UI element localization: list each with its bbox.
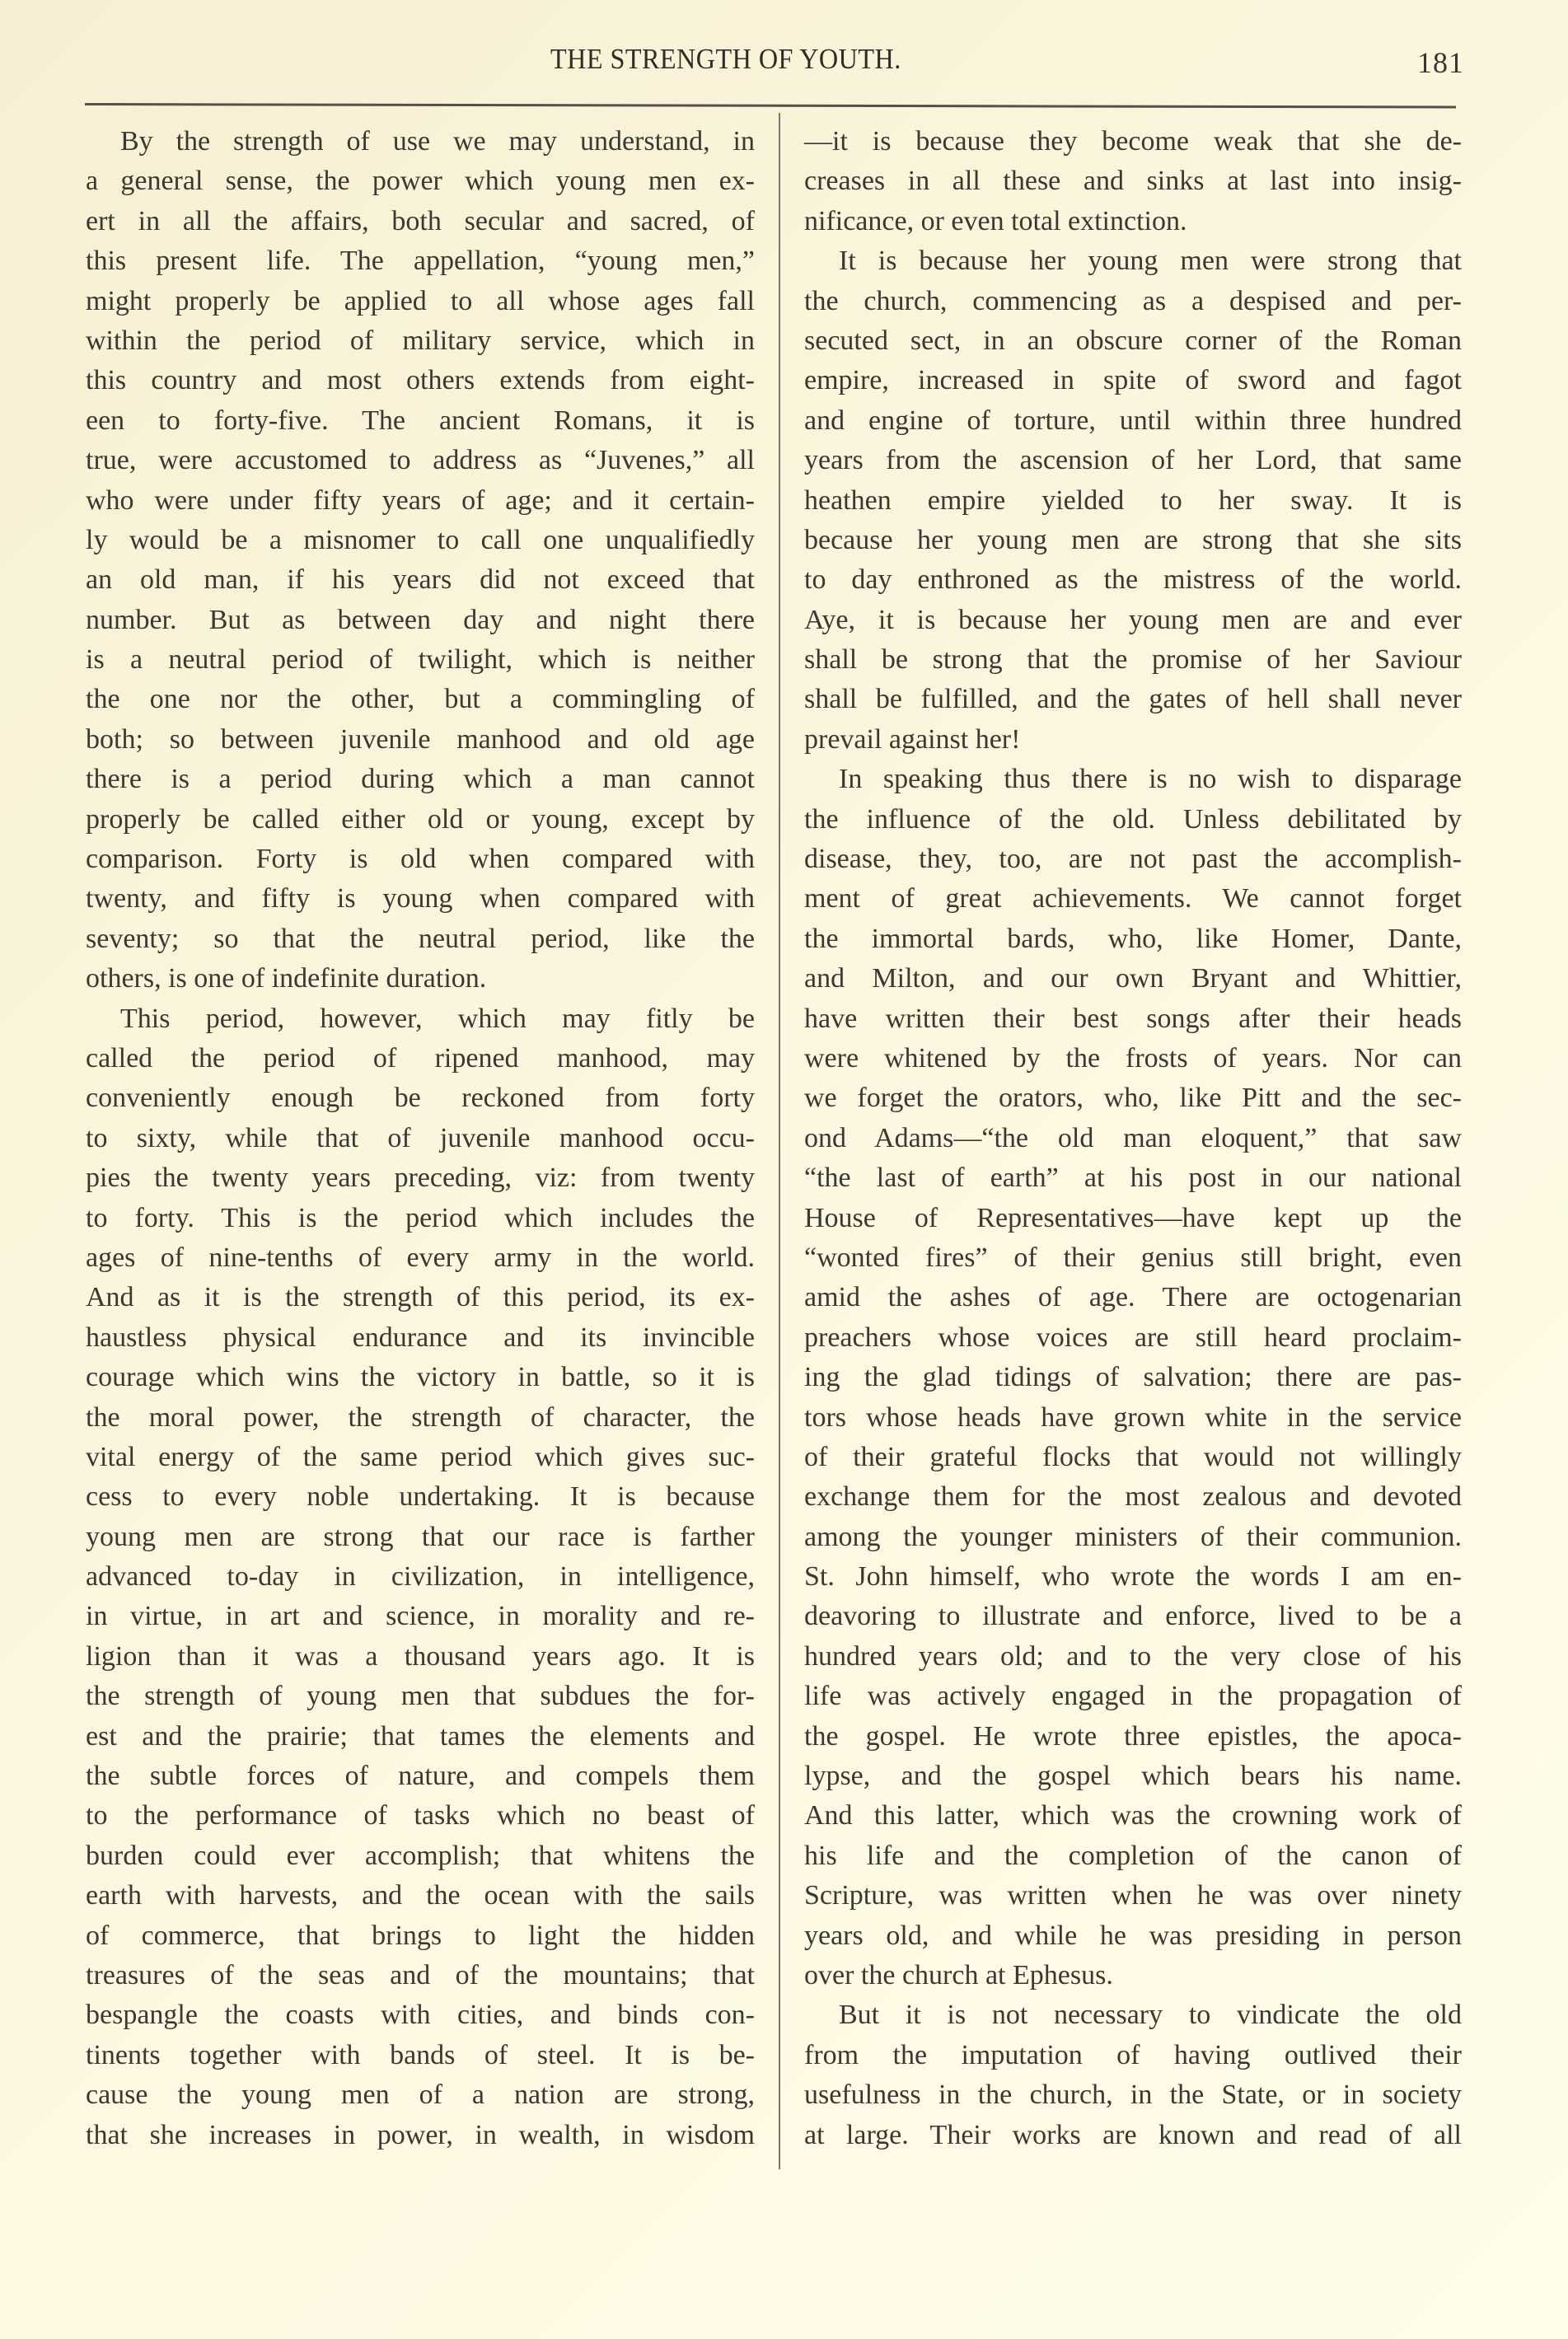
text-line: vital energy of the same period which gives suc- xyxy=(86,1441,755,1472)
text-line: empire, increased in spite of sword and fagot xyxy=(804,365,1462,396)
text-line: And as it is the strength of this period, its ex- xyxy=(86,1282,755,1313)
text-line: this country and most others extends from eight- xyxy=(86,365,755,396)
text-line: bespangle the coasts with cities, and binds con- xyxy=(86,2000,755,2031)
text-line: to sixty, while that of juvenile manhood occu- xyxy=(86,1122,755,1153)
text-line: haustless physical endurance and its invincible xyxy=(86,1322,755,1353)
text-line: est and the prairie; that tames the elements and xyxy=(86,1720,755,1752)
text-line: lypse, and the gospel which bears his name. xyxy=(804,1761,1462,1792)
text-line: of their grateful flocks that would not willingly xyxy=(804,1441,1462,1472)
text-line: within the period of military service, which in xyxy=(86,325,755,356)
text-line: were whitened by the frosts of years. Nor can xyxy=(804,1042,1462,1074)
text-line: his life and the completion of the canon of xyxy=(804,1840,1462,1871)
text-line: and engine of torture, until within three hundred xyxy=(804,405,1462,436)
header-rule xyxy=(85,103,1456,108)
text-line: years old, and while he was presiding in person xyxy=(804,1920,1462,1951)
text-line: to forty. This is the period which includes the xyxy=(86,1202,755,1233)
text-line: “the last of earth” at his post in our national xyxy=(804,1162,1462,1194)
text-line: burden could ever accomplish; that whitens the xyxy=(86,1840,755,1871)
text-line: twenty, and fifty is young when compared with xyxy=(86,883,755,915)
text-line: true, were accustomed to address as “Juvenes,” all xyxy=(86,445,755,476)
text-line: tors whose heads have grown white in the service xyxy=(804,1401,1462,1433)
text-line: to the performance of tasks which no beast of xyxy=(86,1800,755,1831)
left-column xyxy=(86,122,755,2155)
text-line: this present life. The appellation, “young men,” xyxy=(86,246,755,277)
text-line: shall be strong that the promise of her Saviour xyxy=(804,644,1462,676)
text-line: called the period of ripened manhood, may xyxy=(86,1042,755,1074)
text-line: preachers whose voices are still heard proclaim- xyxy=(804,1322,1462,1353)
text-line: at large. Their works are known and read of all xyxy=(804,2119,1462,2150)
text-line: ment of great achievements. We cannot forget xyxy=(804,883,1462,915)
text-line: House of Representatives—have kept up the xyxy=(804,1202,1462,1233)
text-line: nificance, or even total extinction. xyxy=(804,205,1187,236)
text-line: cess to every noble undertaking. It is because xyxy=(86,1481,755,1513)
text-line: in virtue, in art and science, in morality and re- xyxy=(86,1601,755,1632)
text-line: “wonted fires” of their genius still bright, even xyxy=(804,1242,1462,1273)
running-title: THE STRENGTH OF YOUTH. xyxy=(550,43,901,75)
text-line: and Milton, and our own Bryant and Whittier, xyxy=(804,963,1462,994)
text-line: the strength of young men that subdues the for- xyxy=(86,1681,755,1712)
text-line: And this latter, which was the crowning work of xyxy=(804,1800,1462,1831)
text-line: there is a period during which a man cannot xyxy=(86,764,755,795)
text-line: St. John himself, who wrote the words I am en- xyxy=(804,1561,1462,1593)
text-line: exchange them for the most zealous and devoted xyxy=(804,1481,1462,1513)
text-line: cause the young men of a nation are strong, xyxy=(86,2079,755,2111)
text-line: the one nor the other, but a commingling of xyxy=(86,684,755,715)
page-number: 181 xyxy=(1417,46,1464,79)
text-line: others, is one of indefinite duration. xyxy=(86,963,487,994)
text-line: to day enthroned as the mistress of the world. xyxy=(804,564,1462,596)
text-line: disease, they, too, are not past the accomplish- xyxy=(804,844,1462,875)
text-line: years from the ascension of her Lord, that same xyxy=(804,445,1462,476)
text-line: usefulness in the church, in the State, or in society xyxy=(804,2079,1462,2111)
text-line: It is because her young men were strong that xyxy=(839,246,1462,277)
text-line: life was actively engaged in the propagation of xyxy=(804,1681,1462,1712)
text-line: among the younger ministers of their communion. xyxy=(804,1521,1462,1552)
text-line: that she increases in power, in wealth, in wisdom xyxy=(86,2119,755,2150)
text-line: courage which wins the victory in battle, so it is xyxy=(86,1362,755,1393)
text-line: Scripture, was written when he was over ninety xyxy=(804,1880,1462,1911)
text-line: Aye, it is because her young men are and ever xyxy=(804,604,1462,635)
text-line: conveniently enough be reckoned from forty xyxy=(86,1083,755,1114)
text-line: ond Adams—“the old man eloquent,” that saw xyxy=(804,1122,1462,1153)
text-line: the church, commencing as a despised and per- xyxy=(804,285,1462,316)
text-line: comparison. Forty is old when compared with xyxy=(86,844,755,875)
text-line: the moral power, the strength of character, the xyxy=(86,1401,755,1433)
text-line: ligion than it was a thousand years ago. It is xyxy=(86,1640,755,1672)
text-line: have written their best songs after their heads xyxy=(804,1003,1462,1034)
text-line: is a neutral period of twilight, which is neither xyxy=(86,644,755,676)
text-line: of commerce, that brings to light the hidden xyxy=(86,1920,755,1951)
text-line: an old man, if his years did not exceed that xyxy=(86,564,755,596)
text-line: In speaking thus there is no wish to disparage xyxy=(839,764,1462,795)
text-line: een to forty-five. The ancient Romans, it is xyxy=(86,405,755,436)
text-line: because her young men are strong that she sits xyxy=(804,524,1462,555)
text-line: we forget the orators, who, like Pitt and the sec- xyxy=(804,1083,1462,1114)
text-line: heathen empire yielded to her sway. It is xyxy=(804,484,1462,516)
text-line: ly would be a misnomer to call one unqualifiedly xyxy=(86,524,755,555)
text-line: But it is not necessary to vindicate the old xyxy=(839,2000,1462,2031)
text-line: might properly be applied to all whose ages fall xyxy=(86,285,755,316)
text-line: from the imputation of having outlived their xyxy=(804,2039,1462,2070)
text-line: ages of nine-tenths of every army in the world. xyxy=(86,1242,755,1273)
text-line: By the strength of use we may understand, in xyxy=(120,126,755,157)
text-line: treasures of the seas and of the mountains; that xyxy=(86,1959,755,1990)
text-line: both; so between juvenile manhood and old age xyxy=(86,723,755,755)
running-head xyxy=(0,36,1568,86)
text-line: pies the twenty years preceding, viz: from twenty xyxy=(86,1162,755,1194)
text-line: properly be called either old or young, except by xyxy=(86,803,755,835)
text-line: number. But as between day and night there xyxy=(86,604,755,635)
text-line: advanced to-day in civilization, in intelligence, xyxy=(86,1561,755,1593)
text-line: amid the ashes of age. There are octogenarian xyxy=(804,1282,1462,1313)
text-line: the gospel. He wrote three epistles, the apoca- xyxy=(804,1720,1462,1752)
text-line: seventy; so that the neutral period, like the xyxy=(86,923,755,954)
text-line: the immortal bards, who, like Homer, Dante, xyxy=(804,923,1462,954)
text-line: prevail against her! xyxy=(804,723,1021,755)
text-line: This period, however, which may fitly be xyxy=(120,1003,755,1034)
text-line: hundred years old; and to the very close of his xyxy=(804,1640,1462,1672)
text-line: —it is because they become weak that she de- xyxy=(804,126,1462,157)
text-line: the influence of the old. Unless debilitated by xyxy=(804,803,1462,835)
text-line: ert in all the affairs, both secular and sacred, of xyxy=(86,205,755,236)
column-divider xyxy=(779,113,780,2169)
text-line: tinents together with bands of steel. It is be- xyxy=(86,2039,755,2070)
text-line: over the church at Ephesus. xyxy=(804,1959,1113,1990)
text-line: ing the glad tidings of salvation; there are pas- xyxy=(804,1362,1462,1393)
right-column xyxy=(804,122,1462,2155)
text-line: creases in all these and sinks at last into insig- xyxy=(804,166,1462,197)
text-line: shall be fulfilled, and the gates of hell shall never xyxy=(804,684,1462,715)
text-line: secuted sect, in an obscure corner of the Roman xyxy=(804,325,1462,356)
text-line: a general sense, the power which young men ex- xyxy=(86,166,755,197)
text-line: deavoring to illustrate and enforce, lived to be a xyxy=(804,1601,1462,1632)
text-line: the subtle forces of nature, and compels them xyxy=(86,1761,755,1792)
text-line: young men are strong that our race is farther xyxy=(86,1521,755,1552)
text-line: earth with harvests, and the ocean with the sails xyxy=(86,1880,755,1911)
text-line: who were under fifty years of age; and it certain- xyxy=(86,484,755,516)
